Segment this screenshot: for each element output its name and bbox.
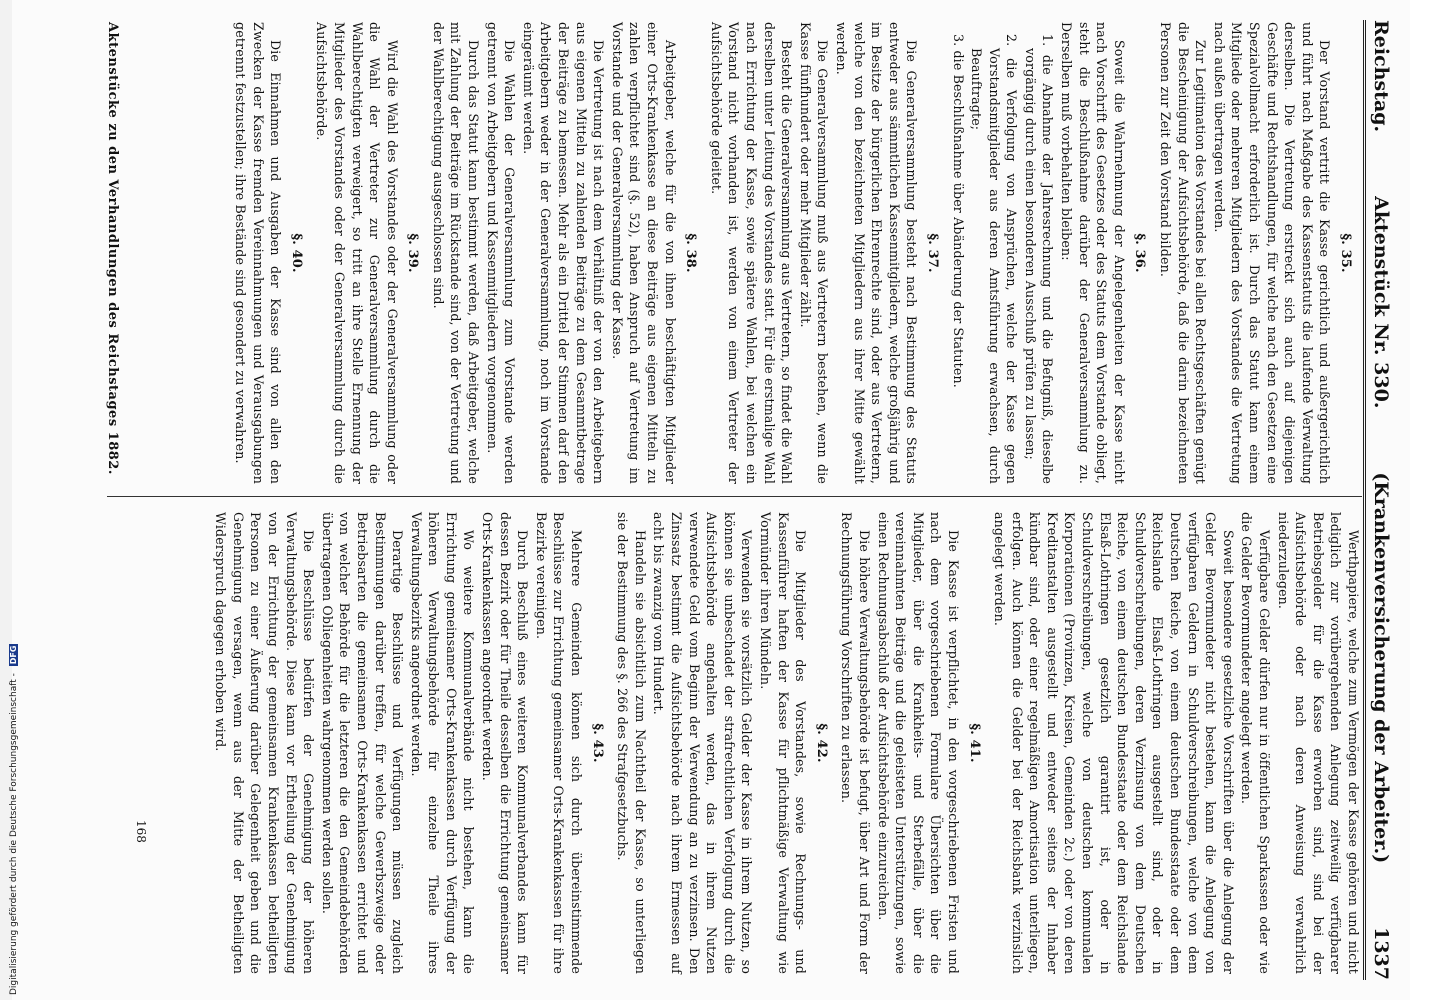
paragraph: Handeln sie absichtlich zum Nachtheil der Kasse, so unterliegen sie der Bestimmung des §. 266 des Strafgesetzbuchs. <box>615 512 648 974</box>
column-divider <box>107 496 1362 497</box>
section-heading: §. 42. <box>813 723 829 763</box>
paragraph: Die Einnahmen und Ausgaben der Kasse sind von allen den Zwecken der Kasse fremden Vereinnahmungen und Verausgabungen getrennt festzustellen; ihre Bestände sind gesondert zu verwahren. <box>232 22 284 484</box>
dfg-logo-icon: DFG <box>9 645 18 665</box>
paragraph: Wo weitere Kommunalverbände nicht bestehen, kann die Errichtung gemeinsamer Orts-Krankenkassen durch Verfügung der höheren Verwaltungsbehörde für einzelne Theile ihres Verwaltungsbezirks angeordnet werden. <box>408 512 477 974</box>
section-heading: §. 39. <box>405 233 421 273</box>
paragraph: Durch das Statut kann bestimmt werden, daß Arbeitgeber, welche mit Zahlung der Beiträge im Rückstande sind, von der Vertretung und der Wahlberechtigung ausgeschlossen sind. <box>430 22 482 484</box>
left-column <box>230 22 1362 484</box>
section-heading: §. 37. <box>924 233 940 273</box>
paragraph: Soweit besondere gesetzliche Vorschriften über die Anlegung der Gelder Bevormundeter nicht bestehen, kann die Anlegung von verfügbaren Geldern in Schuldverschreibungen, welche von dem Deutschen Reiche, von einem deutschen Bundesstaate oder dem Reichslande Elsaß-Lothringen ausgestellt sind, oder in Schuldverschreibungen, deren Verzinsung von dem Deutschen Reiche, von einem deutschen Bundesstaate oder dem Reichslande Elsaß-Lothringen gesetzlich garantirt ist, oder in Schuldverschreibungen, welche von deutschen kommunalen Korporationen (Provinzen, Kreisen, Gemeinden 2c.) oder von deren Kreditanstalten ausgestellt und entweder seitens der Inhaber kündbar sind, oder einer regelmäßigen Amortisation unterliegen, erfolgen. Auch können die Gelder bei der Reichsbank verzinslich angelegt werden. <box>992 512 1236 974</box>
paragraph: Wird die Wahl des Vorstandes oder der Generalversammlung oder die Wahl der Vertreter zur Generalversammlung durch die Wahlberechtigten verweigert, so tritt an ihre Stelle Ernennung der Mitglieder des Vorstandes oder der Generalversammlung durch die Aufsichtsbehörde. <box>314 22 400 484</box>
signature-mark: 168 <box>134 820 148 843</box>
header-left: Reichstag. <box>1370 20 1392 133</box>
section-heading: §. 38. <box>683 233 699 273</box>
paragraph: Der Vorstand vertritt die Kasse gerichtlich und außergerichtlich und führt nach Maßgabe des Kassenstatuts die laufende Verwaltung derselben. Die Vertretung erstreckt sich auch auf diejenigen Geschäfte und Rechtshandlungen, für welche nach den Gesetzen eine Spezialvollmacht erforderlich ist. Durch das Statut kann einem Mitgliede oder mehreren Mitgliedern des Vorstandes die Vertretung nach außen übertragen werden. <box>1211 22 1333 484</box>
paragraph: Die Mitglieder des Vorstandes, sowie Rechnungs- und Kassenführer haften der Kasse für pflichtmäßige Verwaltung wie Vormünder ihren Mündeln. <box>758 512 809 974</box>
paragraph: Derartige Beschlüsse und Verfügungen müssen zugleich Bestimmungen darüber treffen, für welche Gewerbszweige oder Betriebsarten die gemeinsamen Orts-Krankenkassen errichtet und von welcher Behörde für die letzteren die den Gemeindebehörden übertragenen Obliegenheiten wahrgenommen werden sollen. <box>319 512 406 974</box>
digitization-sidebar <box>0 0 19 1000</box>
header-center: Aktenstück Nr. 330. <box>1370 196 1392 409</box>
section-heading: §. 41. <box>966 723 982 763</box>
list-item: 3. die Beschlußnahme über Abänderung der Statuten. <box>950 34 966 388</box>
section-heading: §. 40. <box>288 233 304 273</box>
paragraph: Besteht die Generalversammlung aus Vertretern, so findet die Wahl derselben unter Leitung des Vorstandes statt. Für die erstmalige Wahl nach Errichtung der Kasse, sowie spätere Wahlen, bei welchen ein Vorstand nicht vorhanden ist, werden von einem Vertreter der Aufsichtsbehörde geleitet. <box>708 22 795 484</box>
section-heading: §. 36. <box>1132 233 1148 273</box>
paragraph: Verfügbare Gelder dürfen nur in öffentlichen Sparkassen oder wie die Gelder Bevormundeter angelegt werden. <box>1239 512 1273 974</box>
paragraph: Die höhere Verwaltungsbehörde ist befugt, über Art und Form der Rechnungsführung Vorschriften zu erlassen. <box>839 512 872 974</box>
sidebar-credit-text: Digitalisierung gefördert durch die Deutsche Forschungsgemeinschaft - <box>9 673 19 995</box>
page-footer: Aktenstücke zu den Verhandlungen des Reichstages 1882. <box>105 22 120 475</box>
list-item: 2. die Verfolgung von Ansprüchen, welche der Kasse gegen Vorstandsmitglieder aus deren Amtsführung erwachsen, durch Beauftragte; <box>969 34 1020 484</box>
paragraph: Die Kasse ist verpflichtet, in den vorgeschriebenen Fristen und nach dem vorgeschriebenen Formulare Übersichten über die Mitglieder, über die Krankheits- und Sterbefälle, über die vereinnahmten Beiträge und die geleisteten Unterstützungen, sowie einen Rechnungsabschluß der Aufsichtsbehörde einzureichen. <box>875 512 961 974</box>
paragraph: Mehrere Gemeinden können sich durch übereinstimmende Beschlüsse zur Errichtung gemeinsamer Orts-Krankenkassen für ihre Bezirke vereinigen. <box>533 512 585 974</box>
paragraph: Die Vertretung ist nach dem Verhältniß der von den Arbeitgebern aus eigenen Mitteln zu zahlenden Beiträge zu dem Gesammtbetrage der Beiträge zu bemessen. Mehr als ein Drittel der Stimmen darf den Arbeitgebern weder in der Generalversammlung, noch im Vorstande eingeräumt werden. <box>520 22 607 484</box>
paragraph: Die Beschlüsse bedürfen der Genehmigung der höheren Verwaltungsbehörde. Diese kann vor Ertheilung der Genehmigung von der Errichtung der gemeinsamen Krankenkassen betheiligten Personen zu einer Äußerung darüber Gelegenheit geben und die Genehmigung versagen, wenn aus der Mitte der Betheiligten Widerspruch dagegen erhoben wird. <box>213 512 317 974</box>
document-page <box>10 0 1410 1000</box>
header-right-title: (Krankenversicherung der Arbeiter.) <box>1370 472 1392 864</box>
sidebar-credit <box>9 0 19 1003</box>
paragraph: Verwenden sie vorsätzlich Gelder der Kasse in ihrem Nutzen, so können sie unbeschadet der strafrechtlichen Verfolgung durch die Aufsichtsbehörde angehalten werden, das in ihrem Nutzen verwendete Geld vom Beginn der Verwendung an zu verzinsen. Den Zinssatz bestimmt die Aufsichtsbehörde nach ihrem Ermessen auf acht bis zwanzig vom Hundert. <box>651 512 755 974</box>
paragraph: Die Generalversammlung muß aus Vertretern bestehen, wenn die Kasse fünfhundert oder mehr Mitglieder zählt. <box>797 22 831 484</box>
paragraph: Die Wahlen der Generalversammlung zum Vorstande werden getrennt von Arbeitgebern und Kassenmitgliedern vorgenommen. <box>484 22 518 484</box>
list-item: 1. die Abnahme der Jahresrechnung und die Befugniß, dieselbe vorgängig durch einen besonderen Ausschuß prüfen zu lassen; <box>1022 34 1056 484</box>
page-header <box>1363 20 1404 980</box>
paragraph: Werthpapiere, welche zum Vermögen der Kasse gehören und nicht lediglich zur vorübergehenden Anlegung zeitweilig verfügbarer Betriebsgelder für die Kasse erworben sind, sind bei der Aufsichtsbehörde oder nach deren Anweisung verwahrlich niederzulegen. <box>1275 512 1361 974</box>
paragraph: Durch Beschluß eines weiteren Kommunalverbandes kann für dessen Bezirk oder für Theile desselben die Errichtung gemeinsamer Orts-Krankenkassen angeordnet werden. <box>480 512 531 974</box>
right-column <box>211 512 1362 974</box>
paragraph: Die Generalversammlung besteht nach Bestimmung des Statuts entweder aus sämmtlichen Kassenmitgliedern, welche großjährig und im Besitze der bürgerlichen Ehrenrechte sind, oder aus Vertretern, welche von den bezeichneten Mitgliedern aus ihrer Mitte gewählt werden. <box>833 22 920 484</box>
paragraph: Zur Legitimation des Vorstandes bei allen Rechtsgeschäften genügt die Bescheinigung der Aufsichtsbehörde, daß die darin bezeichneten Personen zur Zeit den Vorstand bilden. <box>1158 22 1209 484</box>
paragraph: Arbeitgeber, welche für die von ihnen beschäftigten Mitglieder einer Orts-Krankenkasse an diese Beiträge aus eigenen Mitteln zu zahlen verpflichtet sind (§. 52), haben Anspruch auf Vertretung im Vorstande und der Generalversammlung der Kasse. <box>609 22 678 484</box>
paragraph: Soweit die Wahrnehmung der Angelegenheiten der Kasse nicht nach Vorschrift des Gesetzes oder des Statuts dem Vorstande obliegt, steht die Beschlußnahme darüber der Generalversammlung zu. Derselben muß vorbehalten bleiben: <box>1059 22 1127 484</box>
section-heading: §. 35. <box>1338 233 1353 273</box>
section-heading: §. 43. <box>589 723 605 763</box>
page-number: 1337 <box>1370 927 1392 980</box>
